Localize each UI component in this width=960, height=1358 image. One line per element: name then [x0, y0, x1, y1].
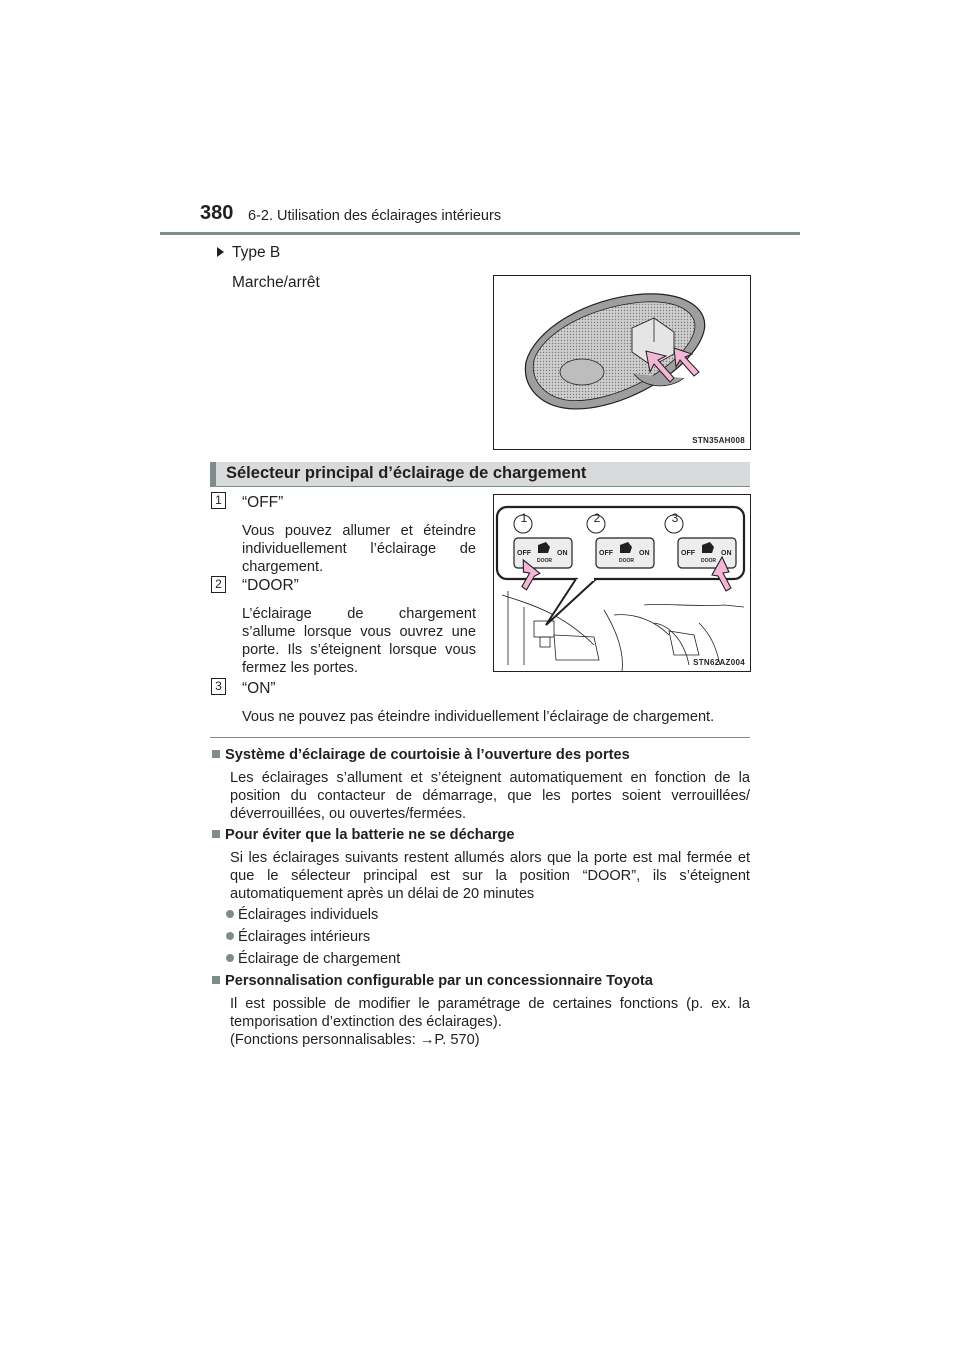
figure-code: STN35AH008 [692, 436, 745, 445]
note-text-courtesy: Les éclairages s’allument et s’éteignent automatiquement en fonction de la position du contacteur de démarrage, que les portes soient verrouillées/ déverrouillées, ou ouvertes/fermées. [230, 770, 750, 822]
section-bar-marker [210, 462, 216, 486]
note-text-battery: Si les éclairages suivants restent allumés alors que la porte est mal fermée et que le sélecteur principal est sur la position “DOOR”, ils s’éteignent automatiquement après un délai de 20 minutes [230, 850, 750, 902]
type-b-subtitle: Marche/arrêt [232, 274, 320, 291]
switch-off-label: OFF [599, 550, 613, 557]
dot-bullet-icon [226, 932, 234, 940]
header-section-title: 6-2. Utilisation des éclairages intérieurs [248, 208, 502, 224]
item-number-box: 2 [211, 576, 226, 593]
square-bullet-icon [212, 830, 220, 838]
section-divider [210, 737, 750, 738]
switch-door-label: DOOR [701, 558, 716, 564]
page-reference-link[interactable]: (Fonctions personnalisables: →P. 570) [230, 1032, 480, 1048]
square-bullet-icon [212, 750, 220, 758]
switch-off-label: OFF [681, 550, 695, 557]
switch-off-label: OFF [517, 550, 531, 557]
dot-bullet-icon [226, 910, 234, 918]
item-title-off: “OFF” [242, 494, 284, 511]
note-title-courtesy: Système d’éclairage de courtoisie à l’ouverture des portes [212, 746, 630, 764]
type-b-label: Type B [217, 244, 280, 262]
note-text-customization: Il est possible de modifier le paramétrage de certaines fonctions (p. ex. la temporisation d’extinction des éclairages). (Fonctions personnalisables: →P. 570) [230, 996, 750, 1048]
square-bullet-icon [212, 976, 220, 984]
item-desc-door: L’éclairage de chargement s’allume lorsque vous ouvrez une porte. Ils s’éteignent lorsque vous fermez les portes. [242, 606, 476, 676]
list-item: Éclairages intérieurs [226, 928, 370, 946]
header-rule [160, 232, 800, 235]
callout-number: 2 [593, 511, 601, 525]
item-number-box: 3 [211, 678, 226, 695]
note-title-customization: Personnalisation configurable par un concessionnaire Toyota [212, 972, 653, 990]
item-desc-on: Vous ne pouvez pas éteindre individuellement l’éclairage de chargement. [242, 709, 715, 725]
item-number-box: 1 [211, 492, 226, 509]
page-number: 380 [200, 202, 234, 224]
item-title-on: “ON” [242, 680, 276, 697]
switch-on-label: ON [557, 550, 568, 557]
cargo-selector-figure [493, 494, 751, 672]
triangle-bullet-icon [217, 247, 224, 257]
item-desc-off: Vous pouvez allumer et éteindre individuellement l’éclairage de chargement. [242, 523, 476, 575]
section-bar-cargo-light-selector [210, 462, 750, 487]
overhead-lamp-figure [493, 275, 751, 450]
switch-on-label: ON [721, 550, 732, 557]
overhead-lamp-illustration [494, 276, 750, 449]
switch-on-label: ON [639, 550, 650, 557]
dot-bullet-icon [226, 954, 234, 962]
list-item: Éclairages individuels [226, 906, 378, 924]
note-title-battery: Pour éviter que la batterie ne se décharge [212, 826, 515, 844]
figure-code: STN62AZ004 [693, 658, 745, 667]
list-item: Éclairage de chargement [226, 950, 400, 968]
callout-number: 3 [671, 511, 679, 525]
cargo-selector-illustration [494, 495, 750, 671]
switch-door-label: DOOR [537, 558, 552, 564]
item-title-door: “DOOR” [242, 577, 299, 594]
callout-number: 1 [520, 511, 528, 525]
switch-door-label: DOOR [619, 558, 634, 564]
section-title: Sélecteur principal d’éclairage de chargement [226, 464, 587, 482]
